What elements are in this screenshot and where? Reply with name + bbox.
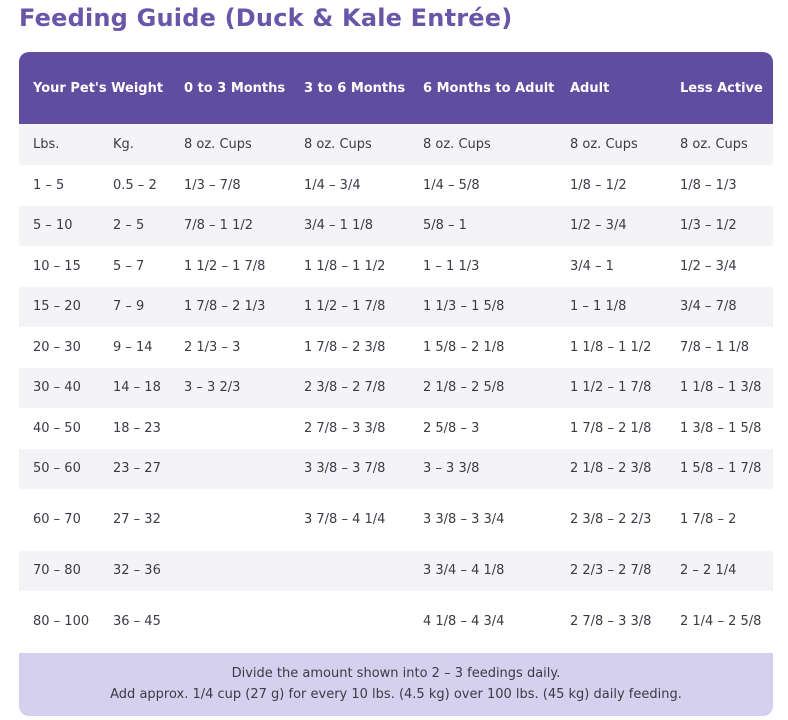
table-cell: 2 – 2 1/4 — [680, 563, 737, 578]
table-cell: 1/4 – 3/4 — [304, 177, 361, 193]
table-cell: 1 1/8 – 1 1/2 — [570, 339, 652, 355]
table-cell: 23 – 27 — [113, 461, 161, 476]
table-cell: 18 – 23 — [113, 420, 161, 436]
table-cell: 2 1/8 – 2 5/8 — [423, 380, 505, 395]
table-cell: 2 1/4 – 2 5/8 — [680, 614, 762, 629]
table-cell: 2 3/8 – 2 7/8 — [304, 380, 386, 395]
table-cell: 2 – 5 — [113, 218, 145, 233]
table-cell: 7 – 9 — [113, 299, 145, 314]
table-cell: 1/2 – 3/4 — [680, 258, 737, 274]
table-cell: 2 2/3 – 2 7/8 — [570, 563, 652, 578]
table-cell — [170, 591, 290, 653]
header-0-3-months: 0 to 3 Months — [184, 80, 286, 96]
table-cell: 1 1/8 – 1 3/8 — [680, 380, 762, 395]
header-less-active: Less Active — [680, 80, 763, 96]
table-cell: 60 – 70 — [33, 512, 81, 527]
table-row — [19, 246, 773, 287]
table-cell: 14 – 18 — [113, 380, 161, 395]
table-cell: 3 3/8 – 3 7/8 — [304, 461, 386, 476]
table-cell: 3 3/8 – 3 3/4 — [423, 512, 505, 527]
table-cell: 2 3/8 – 2 2/3 — [570, 512, 652, 527]
table-cell: 1 1/2 – 1 7/8 — [570, 380, 652, 395]
table-cell: 3/4 – 7/8 — [680, 299, 737, 314]
table-cell — [170, 489, 290, 551]
table-cell — [170, 551, 290, 591]
table-cell: 1 5/8 – 1 7/8 — [680, 461, 762, 476]
table-cell: 2 7/8 – 3 3/8 — [570, 614, 652, 629]
units-row — [19, 124, 773, 165]
table-cell: 7/8 – 1 1/8 — [680, 339, 750, 355]
table-header — [19, 52, 773, 124]
table-cell: 2 5/8 – 3 — [423, 420, 480, 436]
table-cell: 1 5/8 – 2 1/8 — [423, 339, 505, 355]
table-cell: 5/8 – 1 — [423, 218, 467, 233]
table-cell: 27 – 32 — [113, 512, 161, 527]
table-row — [19, 551, 773, 591]
table-row — [19, 206, 773, 246]
table-cell: 1 – 1 1/3 — [423, 258, 480, 274]
table-cell: 1/8 – 1/2 — [570, 177, 627, 193]
table-cell: 1 7/8 – 2 — [680, 512, 737, 527]
table-cell: 1/3 – 1/2 — [680, 218, 737, 233]
table-cell: 4 1/8 – 4 3/4 — [423, 614, 505, 629]
table-cell: 10 – 15 — [33, 258, 81, 274]
table-cell: 1/8 – 1/3 — [680, 177, 737, 193]
table-cell: 1 1/2 – 1 7/8 — [304, 299, 386, 314]
unit-cell: 8 oz. Cups — [423, 136, 491, 152]
table-cell: 5 – 7 — [113, 258, 145, 274]
table-cell: 1/2 – 3/4 — [570, 218, 627, 233]
header-6-months-adult: 6 Months to Adult — [423, 80, 555, 96]
unit-cell: 8 oz. Cups — [304, 136, 372, 152]
unit-cell: 8 oz. Cups — [680, 136, 748, 152]
table-cell: 1 1/8 – 1 1/2 — [304, 258, 386, 274]
table-cell: 3/4 – 1 — [570, 258, 614, 274]
table-body — [19, 165, 773, 653]
header-3-6-months: 3 to 6 Months — [304, 80, 406, 96]
table-cell: 0.5 – 2 — [113, 177, 157, 193]
table-cell: 1 7/8 – 2 1/3 — [184, 299, 266, 314]
table-cell: 3 – 3 2/3 — [184, 380, 241, 395]
table-cell: 3 – 3 3/8 — [423, 461, 480, 476]
footer-line-1: Divide the amount shown into 2 – 3 feedings daily. — [231, 666, 561, 681]
table-cell: 2 1/3 – 3 — [184, 339, 241, 355]
table-cell: 70 – 80 — [33, 563, 81, 578]
footer-note — [19, 653, 773, 716]
table-row — [19, 408, 773, 449]
table-cell: 1 – 1 1/8 — [570, 299, 627, 314]
table-row — [19, 327, 773, 368]
table-row — [19, 368, 773, 408]
table-cell: 50 – 60 — [33, 461, 81, 476]
unit-cell: Lbs. — [33, 136, 60, 152]
unit-cell: 8 oz. Cups — [570, 136, 638, 152]
table-cell: 15 – 20 — [33, 299, 81, 314]
table-cell: 80 – 100 — [33, 614, 90, 629]
table-cell: 1 7/8 – 2 1/8 — [570, 420, 652, 436]
table-cell: 2 1/8 – 2 3/8 — [570, 461, 652, 476]
table-cell: 1 1/3 – 1 5/8 — [423, 299, 505, 314]
page-title: Feeding Guide (Duck & Kale Entrée) — [19, 4, 513, 32]
table-cell: 1 7/8 – 2 3/8 — [304, 339, 386, 355]
table-cell — [290, 551, 409, 591]
table-cell — [290, 591, 409, 653]
table-cell: 1/4 – 5/8 — [423, 177, 480, 193]
feeding-table — [19, 52, 773, 716]
table-cell: 7/8 – 1 1/2 — [184, 218, 254, 233]
table-cell: 3/4 – 1 1/8 — [304, 218, 374, 233]
table-row — [19, 449, 773, 489]
table-cell: 32 – 36 — [113, 563, 161, 578]
table-cell: 20 – 30 — [33, 339, 81, 355]
table-cell: 9 – 14 — [113, 339, 153, 355]
table-cell: 36 – 45 — [113, 614, 161, 629]
table-row — [19, 489, 773, 551]
table-cell — [170, 408, 290, 449]
header-weight: Your Pet's Weight — [33, 80, 164, 96]
table-cell: 40 – 50 — [33, 420, 81, 436]
table-cell: 2 7/8 – 3 3/8 — [304, 420, 386, 436]
table-cell: 1 1/2 – 1 7/8 — [184, 258, 266, 274]
table-cell: 30 – 40 — [33, 380, 81, 395]
table-cell: 3 3/4 – 4 1/8 — [423, 563, 505, 578]
table-cell: 1 3/8 – 1 5/8 — [680, 420, 762, 436]
table-cell: 3 7/8 – 4 1/4 — [304, 512, 386, 527]
table-row — [19, 287, 773, 327]
unit-cell: 8 oz. Cups — [184, 136, 252, 152]
table-cell: 1/3 – 7/8 — [184, 177, 241, 193]
footer-line-2: Add approx. 1/4 cup (27 g) for every 10 lbs. (4.5 kg) over 100 lbs. (45 kg) daily feeding. — [110, 687, 682, 702]
table-cell: 5 – 10 — [33, 218, 73, 233]
header-adult: Adult — [570, 80, 610, 96]
unit-cell: Kg. — [113, 136, 134, 152]
table-row — [19, 591, 773, 653]
table-cell — [170, 449, 290, 489]
table-cell: 1 – 5 — [33, 177, 65, 193]
table-row — [19, 165, 773, 206]
